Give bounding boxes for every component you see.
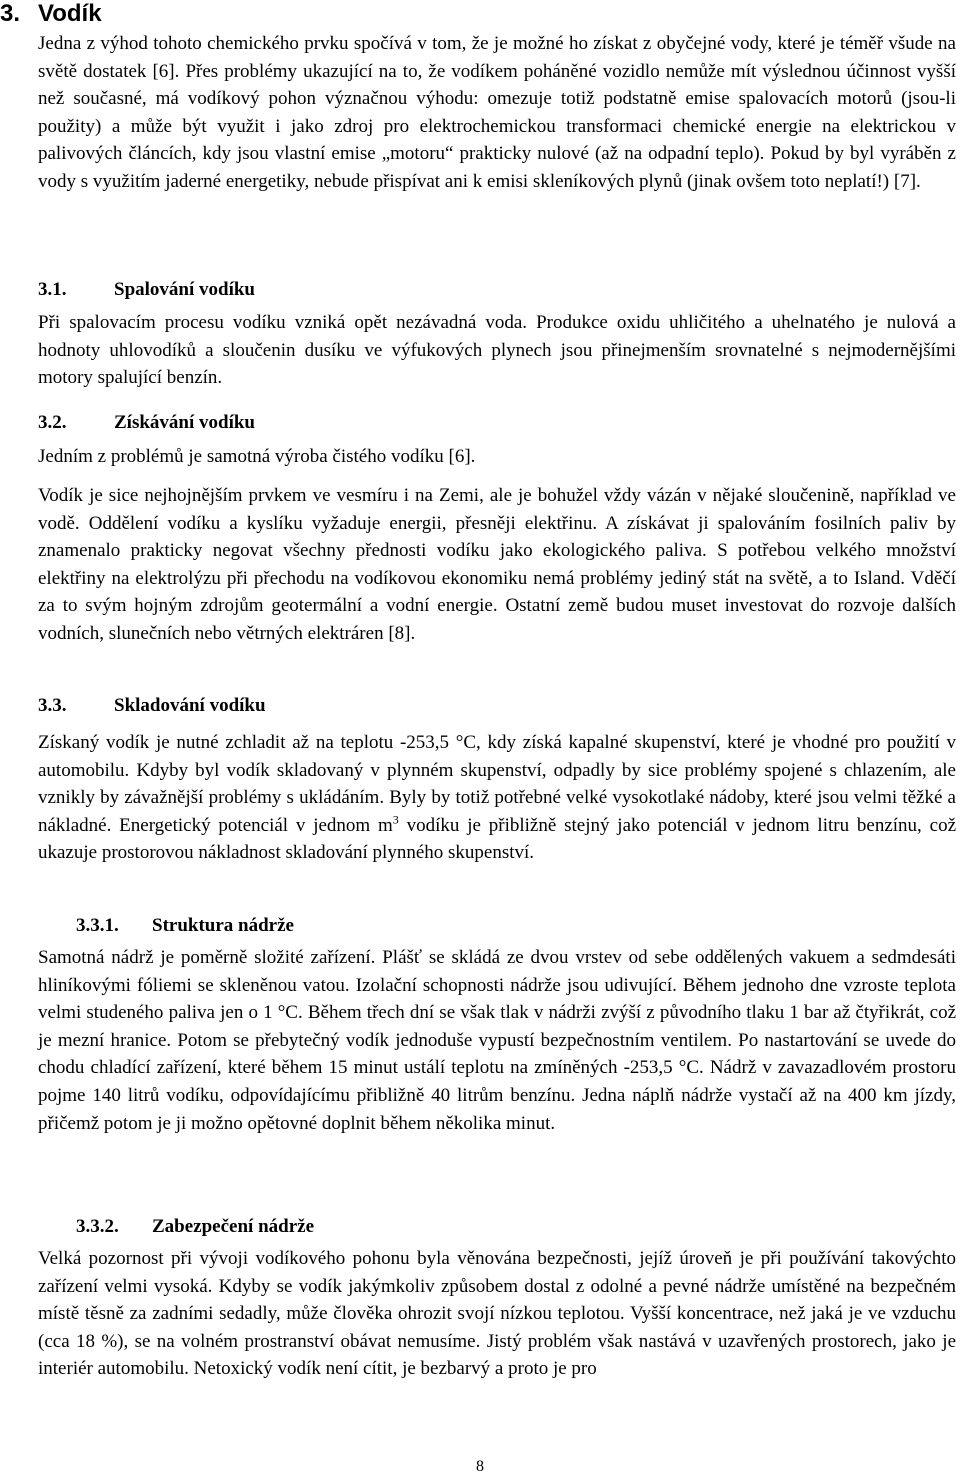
section-3-3-2-paragraph: Velká pozornost při vývoji vodíkového pohonu byla věnována bezpečnosti, jejíž úroveň je při používání takovýchto zařízení velmi vysoká. Kdyby se vodík jakýmkoliv způsobem dostal z odolné a pevné nádrže umístěné na bezpečném místě těsně za zadními sedadly, může člověka ohrozit svojí nízkou teplotou. Vyšší koncentrace, než jaká je ve vzduchu (cca 18 %), se na volném prostranství obávat nemusíme. Jistý problém však nastává v uzavřených prostorech, jako je interiér automobilu. Netoxický vodík není cítit, je bezbarvý a proto je pro <box>38 1248 956 1380</box>
section-3-1-paragraph: Při spalovacím procesu vodíku vzniká opět nezávadná voda. Produkce oxidu uhličitého a uhelnatého je nulová a hodnoty uhlovodíků a sloučenin dusíku ve výfukových plynech jsou přinejmenším srovnatelné s nejmodernějšími motory spalující benzín. <box>38 312 956 389</box>
section-3-2-paragraph-1: Jedním z problémů je samotná výroba čistého vodíku [6]. <box>38 446 476 467</box>
chapter-number: 3. <box>0 0 21 27</box>
section-3-2-paragraph-2: Vodík je sice nejhojnějším prvkem ve vesmíru i na Zemi, ale je bohužel vždy vázán v nějaké sloučenině, například ve vodě. Oddělení vodíku a kyslíku vyžaduje energii, přesněji elektřinu. A získávat ji spalováním fosilních paliv by znamenalo prakticky negovat všechny přednosti vodíku jako ekologického paliva. S potřebou velkého množství elektřiny na elektrolýzu při přechodu na vodíkovou ekonomiku nemá problémy jediný stát na světě, a to Island. Vděčí za to svým hojným zdrojům geotermální a vodní energie. Ostatní země budou muset investovat do rozvoje dalších vodních, slunečních nebo větrných elektráren [8]. <box>38 485 956 644</box>
section-3-3-paragraph: Získaný vodík je nutné zchladit až na teplotu -253,5 °C, kdy získá kapalné skupenství, které je vhodné pro použití v automobilu. Kdyby byl vodík skladovaný v plynném skupenství, odpadly by sice problémy spojené s chlazením, ale vznikly by závažnější problémy s ukládáním. Byly by totiž potřebné velké vysokotlaké nádoby, které jsou velmi těžké a nákladné. Energetický potenciál v jednom $m^3$ vodíku je přibližně stejný jako potenciál v jednom litru benzínu, což ukazuje prostorovou nákladnost skladování plynného skupenství. <box>38 732 956 864</box>
chapter-heading <box>0 0 102 28</box>
section-heading-3-3-1: 3.3.1. Struktura nádrže <box>76 915 294 936</box>
section-3-3-1-paragraph: Samotná nádrž je poměrně složité zařízení. Plášť se skládá ze dvou vrstev od sebe oddělených vakuem a sedmdesáti hliníkovými fóliemi se skleněnou vatou. Izolační schopnosti nádrže jsou udivující. Během jednoho dne vzroste teplota velmi studeného paliva jen o 1 °C. Během třech dní se však tlak v nádrži zvýší z původního tlaku 1 bar až čtyřikrát, což je mezní hranice. Potom se přebytečný vodík jednoduše vypustí bezpečnostním ventilem. Po nastartování se uvede do chodu chladící zařízení, které během 15 minut ustálí teplotu na zmíněných -253,5 °C. Nádrž v zavazadlovém prostoru pojme 140 litrů vodíku, odpovídajícímu přibližně 40 litrům benzínu. Jedna náplň nádrže vystačí až na 400 km jízdy, přičemž potom je ji možno opětovné doplnit během několika minut. <box>38 947 956 1134</box>
chapter-title: Vodík <box>38 0 102 27</box>
page-number: 8 <box>476 1458 484 1475</box>
intro-paragraph: Jedna z výhod tohoto chemického prvku spočívá v tom, že je možné ho získat z obyčejné vody, které je téměř všude na světě dostatek [6]. Přes problémy ukazující na to, že vodíkem poháněné vozidlo nemůže mít výslednou účinnost vyšší než současné, má vodíkový pohon význačnou výhodu: omezuje totiž podstatně emise spalovacích motorů (jsou-li použity) a může být využit i jako zdroj pro elektrochemickou transformaci chemické energie na elektrickou v palivových článcích, kdy jsou vlastní emise „motoru“ prakticky nulové (až na odpadní teplo). Pokud by byl vyráběn z vody s využitím jaderné energetiky, nebude přispívat ani k emisi skleníkových plynů (jinak ovšem toto neplatí!) [7]. <box>38 33 956 192</box>
section-heading-3-3: 3.3. Skladování vodíku <box>38 695 266 716</box>
section-heading-3-3-2: 3.3.2. Zabezpečení nádrže <box>76 1216 315 1237</box>
superscript: 3 <box>392 812 399 827</box>
section-heading-3-2: 3.2. Získávání vodíku <box>38 412 255 433</box>
section-heading-3-1: 3.1. Spalování vodíku <box>38 279 255 300</box>
